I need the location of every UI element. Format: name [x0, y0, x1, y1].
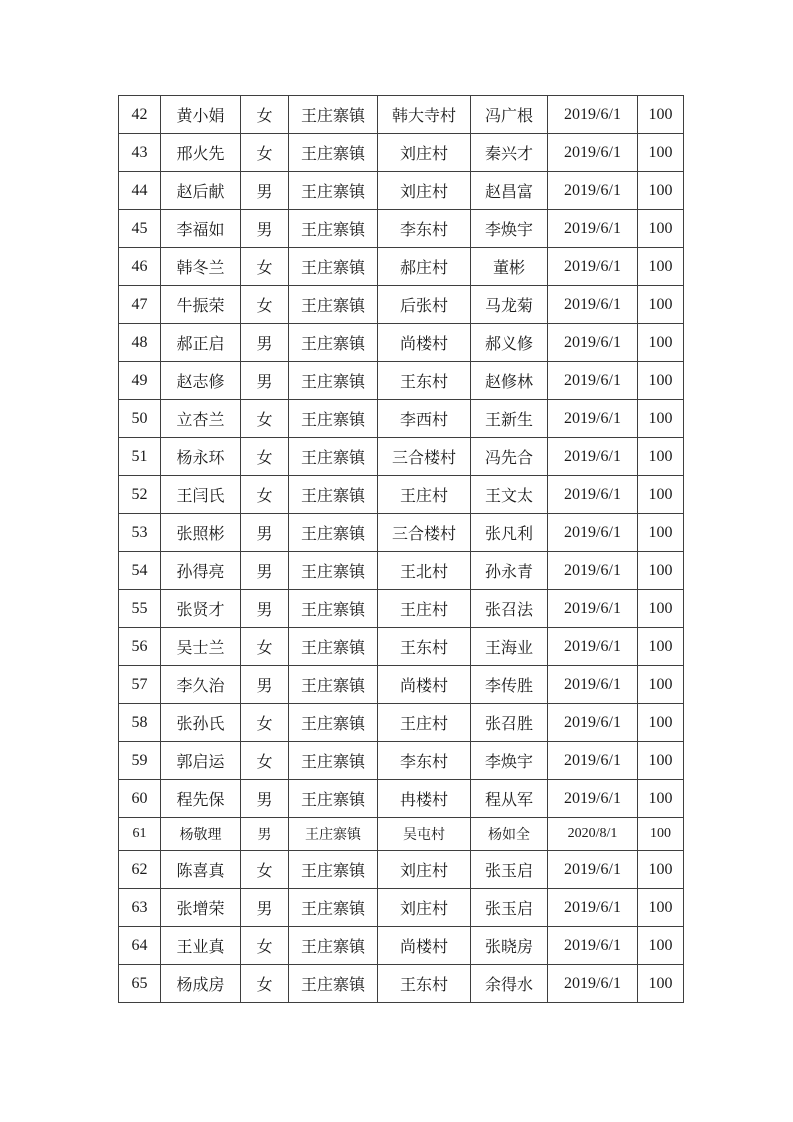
table-row [119, 514, 684, 552]
cell-gender: 女 [241, 286, 289, 324]
cell-date: 2019/6/1 [548, 552, 638, 590]
cell-town: 王庄寨镇 [289, 590, 378, 628]
cell-town: 王庄寨镇 [289, 780, 378, 818]
table-row [119, 96, 684, 134]
table-row [119, 628, 684, 666]
cell-date: 2019/6/1 [548, 172, 638, 210]
cell-village: 李西村 [378, 400, 471, 438]
cell-date: 2019/6/1 [548, 210, 638, 248]
cell-date: 2020/8/1 [548, 818, 638, 851]
cell-gender: 男 [241, 666, 289, 704]
cell-gender: 女 [241, 927, 289, 965]
cell-related-name: 马龙菊 [471, 286, 548, 324]
cell-date: 2019/6/1 [548, 704, 638, 742]
cell-amount: 100 [638, 552, 684, 590]
cell-seq: 45 [119, 210, 161, 248]
cell-related-name: 孙永青 [471, 552, 548, 590]
cell-amount: 100 [638, 927, 684, 965]
cell-seq: 47 [119, 286, 161, 324]
cell-name: 吴士兰 [161, 628, 241, 666]
cell-related-name: 赵昌富 [471, 172, 548, 210]
cell-amount: 100 [638, 96, 684, 134]
cell-seq: 56 [119, 628, 161, 666]
cell-name: 郝正启 [161, 324, 241, 362]
cell-date: 2019/6/1 [548, 851, 638, 889]
cell-town: 王庄寨镇 [289, 742, 378, 780]
cell-village: 尚楼村 [378, 927, 471, 965]
cell-name: 张照彬 [161, 514, 241, 552]
cell-village: 王庄村 [378, 590, 471, 628]
cell-name: 程先保 [161, 780, 241, 818]
cell-related-name: 张玉启 [471, 889, 548, 927]
table-row [119, 851, 684, 889]
cell-seq: 65 [119, 965, 161, 1003]
cell-town: 王庄寨镇 [289, 210, 378, 248]
cell-gender: 女 [241, 400, 289, 438]
cell-amount: 100 [638, 172, 684, 210]
cell-amount: 100 [638, 889, 684, 927]
cell-village: 三合楼村 [378, 438, 471, 476]
cell-amount: 100 [638, 514, 684, 552]
cell-related-name: 余得水 [471, 965, 548, 1003]
cell-date: 2019/6/1 [548, 965, 638, 1003]
table-row [119, 362, 684, 400]
table-row [119, 324, 684, 362]
cell-date: 2019/6/1 [548, 96, 638, 134]
table-row [119, 248, 684, 286]
cell-gender: 女 [241, 134, 289, 172]
table-row [119, 210, 684, 248]
cell-gender: 男 [241, 590, 289, 628]
cell-seq: 62 [119, 851, 161, 889]
cell-village: 冉楼村 [378, 780, 471, 818]
cell-related-name: 赵修林 [471, 362, 548, 400]
cell-gender: 女 [241, 628, 289, 666]
cell-village: 李东村 [378, 210, 471, 248]
table-row [119, 552, 684, 590]
cell-amount: 100 [638, 704, 684, 742]
cell-related-name: 李传胜 [471, 666, 548, 704]
cell-gender: 男 [241, 362, 289, 400]
cell-seq: 51 [119, 438, 161, 476]
cell-gender: 男 [241, 889, 289, 927]
cell-related-name: 张凡利 [471, 514, 548, 552]
cell-related-name: 张晓房 [471, 927, 548, 965]
cell-date: 2019/6/1 [548, 927, 638, 965]
cell-related-name: 程从军 [471, 780, 548, 818]
cell-seq: 55 [119, 590, 161, 628]
cell-seq: 54 [119, 552, 161, 590]
cell-gender: 女 [241, 438, 289, 476]
cell-seq: 44 [119, 172, 161, 210]
cell-seq: 61 [119, 818, 161, 851]
cell-seq: 57 [119, 666, 161, 704]
cell-town: 王庄寨镇 [289, 666, 378, 704]
cell-date: 2019/6/1 [548, 889, 638, 927]
cell-related-name: 郝义修 [471, 324, 548, 362]
cell-seq: 53 [119, 514, 161, 552]
cell-name: 韩冬兰 [161, 248, 241, 286]
cell-date: 2019/6/1 [548, 590, 638, 628]
cell-date: 2019/6/1 [548, 362, 638, 400]
cell-seq: 52 [119, 476, 161, 514]
cell-date: 2019/6/1 [548, 324, 638, 362]
cell-village: 王东村 [378, 362, 471, 400]
cell-related-name: 杨如全 [471, 818, 548, 851]
cell-gender: 男 [241, 780, 289, 818]
table-row [119, 590, 684, 628]
cell-town: 王庄寨镇 [289, 552, 378, 590]
cell-town: 王庄寨镇 [289, 704, 378, 742]
cell-town: 王庄寨镇 [289, 400, 378, 438]
cell-date: 2019/6/1 [548, 780, 638, 818]
table-row [119, 134, 684, 172]
cell-name: 李久治 [161, 666, 241, 704]
cell-amount: 100 [638, 628, 684, 666]
cell-gender: 男 [241, 818, 289, 851]
cell-amount: 100 [638, 590, 684, 628]
cell-name: 王闫氏 [161, 476, 241, 514]
cell-village: 王庄村 [378, 476, 471, 514]
cell-name: 张贤才 [161, 590, 241, 628]
cell-amount: 100 [638, 666, 684, 704]
table-row [119, 172, 684, 210]
cell-related-name: 秦兴才 [471, 134, 548, 172]
cell-gender: 女 [241, 965, 289, 1003]
cell-town: 王庄寨镇 [289, 172, 378, 210]
cell-amount: 100 [638, 248, 684, 286]
cell-village: 李东村 [378, 742, 471, 780]
table-row [119, 476, 684, 514]
cell-seq: 42 [119, 96, 161, 134]
cell-name: 王业真 [161, 927, 241, 965]
cell-date: 2019/6/1 [548, 476, 638, 514]
cell-name: 张增荣 [161, 889, 241, 927]
cell-town: 王庄寨镇 [289, 818, 378, 851]
cell-amount: 100 [638, 818, 684, 851]
cell-town: 王庄寨镇 [289, 927, 378, 965]
cell-village: 刘庄村 [378, 889, 471, 927]
cell-gender: 男 [241, 324, 289, 362]
cell-seq: 64 [119, 927, 161, 965]
cell-seq: 58 [119, 704, 161, 742]
cell-gender: 女 [241, 742, 289, 780]
cell-village: 王东村 [378, 628, 471, 666]
cell-town: 王庄寨镇 [289, 476, 378, 514]
cell-name: 陈喜真 [161, 851, 241, 889]
cell-date: 2019/6/1 [548, 286, 638, 324]
cell-amount: 100 [638, 400, 684, 438]
cell-date: 2019/6/1 [548, 742, 638, 780]
cell-gender: 女 [241, 851, 289, 889]
cell-gender: 女 [241, 96, 289, 134]
cell-date: 2019/6/1 [548, 134, 638, 172]
cell-seq: 50 [119, 400, 161, 438]
cell-village: 王庄村 [378, 704, 471, 742]
cell-name: 邢火先 [161, 134, 241, 172]
cell-town: 王庄寨镇 [289, 96, 378, 134]
cell-town: 王庄寨镇 [289, 324, 378, 362]
cell-seq: 46 [119, 248, 161, 286]
cell-related-name: 冯广根 [471, 96, 548, 134]
cell-village: 王北村 [378, 552, 471, 590]
cell-gender: 男 [241, 552, 289, 590]
cell-amount: 100 [638, 438, 684, 476]
cell-name: 赵后献 [161, 172, 241, 210]
cell-related-name: 王新生 [471, 400, 548, 438]
cell-village: 三合楼村 [378, 514, 471, 552]
cell-amount: 100 [638, 476, 684, 514]
cell-amount: 100 [638, 286, 684, 324]
cell-related-name: 冯先合 [471, 438, 548, 476]
cell-village: 吴屯村 [378, 818, 471, 851]
cell-name: 李福如 [161, 210, 241, 248]
cell-related-name: 张召法 [471, 590, 548, 628]
cell-name: 杨敬理 [161, 818, 241, 851]
cell-town: 王庄寨镇 [289, 248, 378, 286]
cell-name: 杨永环 [161, 438, 241, 476]
cell-amount: 100 [638, 780, 684, 818]
cell-village: 后张村 [378, 286, 471, 324]
cell-name: 黄小娟 [161, 96, 241, 134]
cell-seq: 59 [119, 742, 161, 780]
table-row [119, 780, 684, 818]
data-table [118, 95, 684, 1003]
cell-name: 孙得亮 [161, 552, 241, 590]
cell-village: 刘庄村 [378, 851, 471, 889]
cell-date: 2019/6/1 [548, 248, 638, 286]
table-row [119, 704, 684, 742]
cell-name: 郭启运 [161, 742, 241, 780]
cell-seq: 63 [119, 889, 161, 927]
cell-related-name: 张召胜 [471, 704, 548, 742]
cell-village: 郝庄村 [378, 248, 471, 286]
cell-gender: 男 [241, 210, 289, 248]
cell-amount: 100 [638, 362, 684, 400]
cell-seq: 49 [119, 362, 161, 400]
cell-town: 王庄寨镇 [289, 438, 378, 476]
cell-name: 张孙氏 [161, 704, 241, 742]
table-row [119, 438, 684, 476]
cell-town: 王庄寨镇 [289, 628, 378, 666]
cell-village: 尚楼村 [378, 666, 471, 704]
cell-town: 王庄寨镇 [289, 134, 378, 172]
cell-date: 2019/6/1 [548, 514, 638, 552]
cell-seq: 48 [119, 324, 161, 362]
cell-date: 2019/6/1 [548, 666, 638, 704]
cell-village: 刘庄村 [378, 172, 471, 210]
cell-related-name: 李焕宇 [471, 210, 548, 248]
cell-related-name: 张玉启 [471, 851, 548, 889]
table-row [119, 889, 684, 927]
cell-village: 尚楼村 [378, 324, 471, 362]
cell-gender: 女 [241, 476, 289, 514]
cell-town: 王庄寨镇 [289, 286, 378, 324]
table-row [119, 286, 684, 324]
cell-village: 韩大寺村 [378, 96, 471, 134]
cell-amount: 100 [638, 851, 684, 889]
cell-town: 王庄寨镇 [289, 851, 378, 889]
table-row [119, 927, 684, 965]
table-row [119, 666, 684, 704]
cell-name: 牛振荣 [161, 286, 241, 324]
cell-name: 杨成房 [161, 965, 241, 1003]
cell-town: 王庄寨镇 [289, 889, 378, 927]
cell-village: 刘庄村 [378, 134, 471, 172]
cell-related-name: 王文太 [471, 476, 548, 514]
cell-village: 王东村 [378, 965, 471, 1003]
cell-related-name: 李焕宇 [471, 742, 548, 780]
cell-amount: 100 [638, 324, 684, 362]
table-row [119, 818, 684, 851]
cell-gender: 男 [241, 172, 289, 210]
cell-date: 2019/6/1 [548, 400, 638, 438]
cell-seq: 60 [119, 780, 161, 818]
cell-date: 2019/6/1 [548, 628, 638, 666]
cell-gender: 女 [241, 704, 289, 742]
cell-related-name: 董彬 [471, 248, 548, 286]
table-row [119, 742, 684, 780]
cell-date: 2019/6/1 [548, 438, 638, 476]
table-row [119, 965, 684, 1003]
cell-gender: 男 [241, 514, 289, 552]
cell-town: 王庄寨镇 [289, 514, 378, 552]
cell-amount: 100 [638, 210, 684, 248]
cell-amount: 100 [638, 742, 684, 780]
table-row [119, 400, 684, 438]
cell-amount: 100 [638, 134, 684, 172]
cell-town: 王庄寨镇 [289, 362, 378, 400]
cell-amount: 100 [638, 965, 684, 1003]
cell-seq: 43 [119, 134, 161, 172]
cell-gender: 女 [241, 248, 289, 286]
cell-name: 立杏兰 [161, 400, 241, 438]
cell-name: 赵志修 [161, 362, 241, 400]
cell-related-name: 王海业 [471, 628, 548, 666]
cell-town: 王庄寨镇 [289, 965, 378, 1003]
